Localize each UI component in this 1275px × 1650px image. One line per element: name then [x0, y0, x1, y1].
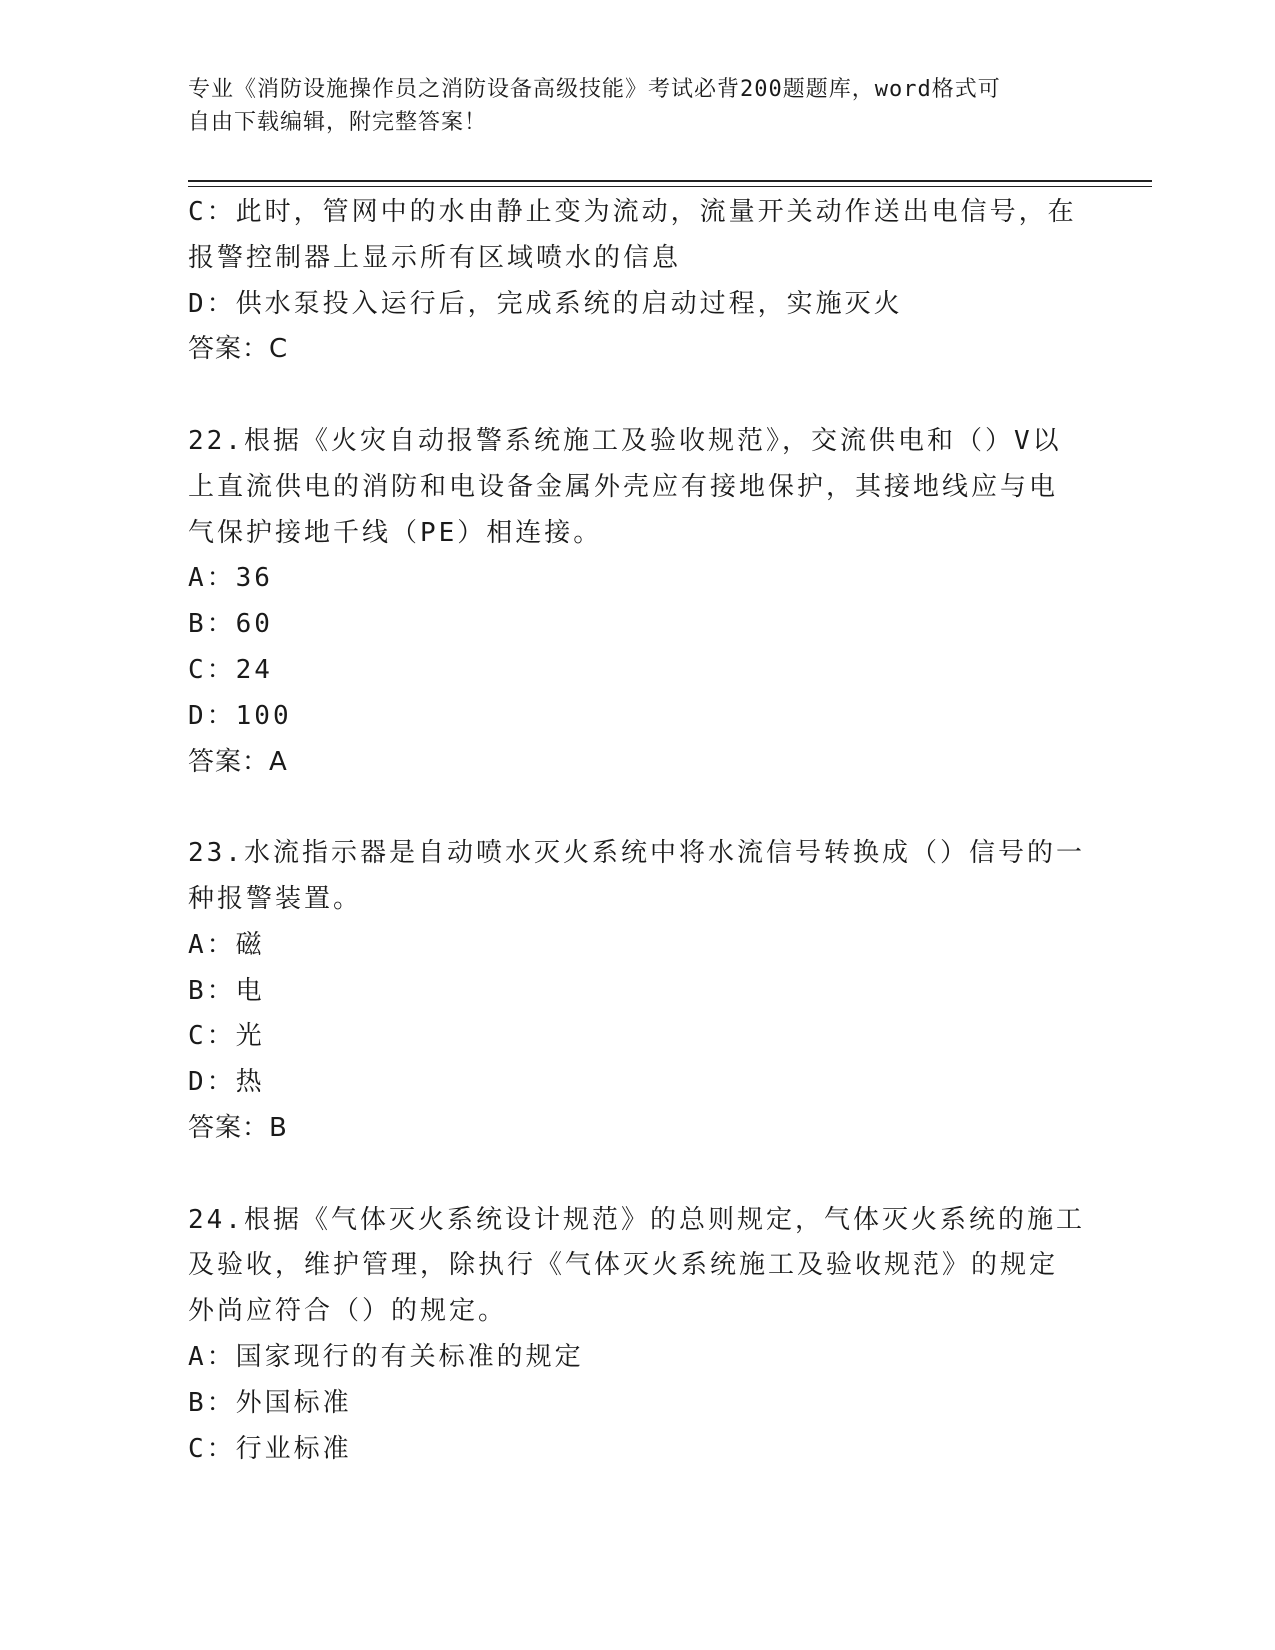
header-line-2: 自由下载编辑，附完整答案！ [188, 110, 488, 135]
option-c: C：行业标准 [188, 1433, 352, 1464]
answer: 答案：B [188, 1112, 288, 1143]
option-c-line-2: 报警控制器上显示所有区域喷水的信息 [188, 242, 682, 273]
question-stem-line-1: 24.根据《气体灭火系统设计规范》的总则规定，气体灭火系统的施工 [188, 1204, 1085, 1235]
spacer [188, 1152, 1088, 1198]
answer: 答案：C [188, 334, 289, 365]
option-b: B：外国标准 [188, 1387, 352, 1418]
option-a: A：国家现行的有关标准的规定 [188, 1341, 584, 1372]
spacer [188, 373, 1088, 419]
question-stem-line-1: 22.根据《火灾自动报警系统施工及验收规范》，交流供电和（）V以 [188, 425, 1062, 456]
option-b: B：电 [188, 975, 265, 1006]
option-d: D：100 [188, 700, 292, 731]
question-stem-line-2: 种报警装置。 [188, 883, 363, 914]
option-a: A：磁 [188, 929, 265, 960]
document-body [188, 190, 1088, 1472]
question-stem-line-3: 外尚应符合（）的规定。 [188, 1296, 508, 1327]
question-21-continued [188, 190, 1088, 373]
document-header [188, 73, 1068, 139]
question-24 [188, 1198, 1088, 1473]
option-b: B：60 [188, 609, 273, 640]
option-d: D：热 [188, 1067, 265, 1098]
header-divider [188, 180, 1152, 187]
question-22 [188, 419, 1088, 785]
question-stem-line-2: 及验收，维护管理，除执行《气体灭火系统施工及验收规范》的规定 [188, 1250, 1059, 1281]
answer: 答案：A [188, 746, 288, 777]
header-line-1: 专业《消防设施操作员之消防设备高级技能》考试必背200题题库，word格式可 [188, 77, 1001, 102]
option-d: D：供水泵投入运行后，完成系统的启动过程，实施灭火 [188, 288, 903, 319]
question-stem-line-2: 上直流供电的消防和电设备金属外壳应有接地保护，其接地线应与电 [188, 471, 1059, 502]
question-stem-line-1: 23.水流指示器是自动喷水灭火系统中将水流信号转换成（）信号的一 [188, 838, 1085, 869]
spacer [188, 785, 1088, 831]
option-a: A：36 [188, 563, 273, 594]
option-c-line-1: C：此时，管网中的水由静止变为流动，流量开关动作送出电信号，在 [188, 197, 1077, 227]
option-c: C：24 [188, 654, 273, 685]
question-stem-line-3: 气保护接地千线（PE）相连接。 [188, 517, 603, 548]
question-23 [188, 831, 1088, 1152]
option-c: C：光 [188, 1021, 265, 1052]
